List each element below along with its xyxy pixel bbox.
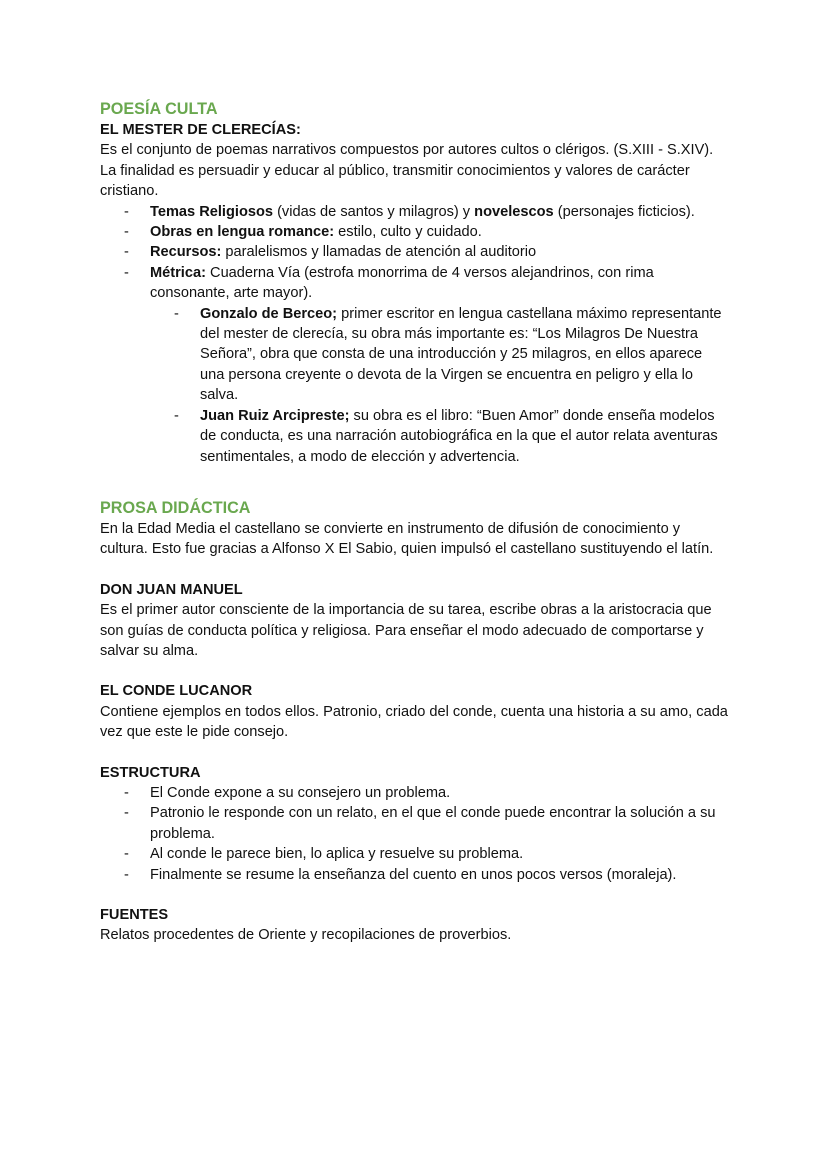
term-juan-ruiz: Juan Ruiz Arcipreste; <box>200 407 350 424</box>
list-estructura <box>100 783 730 885</box>
paragraph-mester-intro: Es el conjunto de poemas narrativos compuestos por autores cultos o clérigos. (S.XIII - S.XIV). La finalidad es persuadir y educar al público, transmitir conocimientos y valores de carácter cristiano. <box>100 142 714 200</box>
paragraph-fuentes: Relatos procedentes de Oriente y recopilaciones de proverbios. <box>100 927 512 944</box>
list-item-metrica <box>150 263 730 467</box>
list-item-recursos <box>150 242 730 262</box>
section-title-prosa-didactica: PROSA DIDÁCTICA <box>100 498 251 517</box>
subtitle-fuentes: FUENTES <box>100 907 169 923</box>
list-item: - Patronio le responde con un relato, en el que el conde puede encontrar la solución a su problema. <box>150 803 730 844</box>
paragraph-conde-lucanor: Contiene ejemplos en todos ellos. Patronio, criado del conde, cuenta una historia a su amo, cada vez que este le pide consejo. <box>100 703 728 741</box>
text-berceo: primer escritor en lengua castellana máximo representante del mester de clerecía, su obra más importante es: “Los Milagros De Nuestra Señora”, obra que consta de una introducción y 25 milagros, en ellos aparece una persona creyente o devota de la Virgen se encuentra en peligro y ella lo salva. <box>200 305 722 404</box>
list-item: - Finalmente se resume la enseñanza del cuento en unos pocos versos (moraleja). <box>150 865 730 885</box>
text-temas-2: (personajes ficticios). <box>553 203 695 220</box>
text-metrica: Cuaderna Vía (estrofa monorrima de 4 versos alejandrinos, con rima consonante, arte mayor). <box>150 264 654 302</box>
list-authors <box>150 304 730 467</box>
spacer <box>100 467 730 497</box>
list-item: - El Conde expone a su consejero un problema. <box>150 783 730 803</box>
spacer <box>100 560 730 580</box>
term-metrica: Métrica: <box>150 264 206 281</box>
spacer <box>100 661 730 681</box>
term-novelescos: novelescos <box>474 203 554 220</box>
section-title-poesia-culta: POESÍA CULTA <box>100 100 218 118</box>
term-recursos: Recursos: <box>150 244 222 261</box>
list-item-temas <box>150 202 730 222</box>
subtitle-don-juan-manuel: DON JUAN MANUEL <box>100 581 243 598</box>
paragraph-don-juan-manuel: Es el primer autor consciente de la importancia de su tarea, escribe obras a la aristocracia que son guías de conducta política y religiosa. Para enseñar el modo adecuado de comportarse y salvar su alma. <box>100 602 712 659</box>
subtitle-conde-lucanor: EL CONDE LUCANOR <box>100 683 253 700</box>
text-recursos: paralelismos y llamadas de atención al auditorio <box>221 244 537 261</box>
list-mester-features <box>100 202 730 467</box>
term-berceo: Gonzalo de Berceo; <box>200 305 338 322</box>
text-obras: estilo, culto y cuidado. <box>334 224 482 241</box>
term-temas-religiosos: Temas Religiosos <box>150 203 274 220</box>
list-item-juan-ruiz <box>200 406 730 467</box>
document-page <box>100 98 730 946</box>
spacer <box>100 743 730 763</box>
list-item-berceo <box>200 304 730 406</box>
subtitle-mester-clerecia: EL MESTER DE CLERECÍAS: <box>100 122 301 138</box>
text-temas-1: (vidas de santos y milagros) y <box>273 203 475 220</box>
spacer <box>100 885 730 905</box>
text-juan-ruiz: su obra es el libro: “Buen Amor” donde enseña modelos de conducta, es una narración autobiográfica en la que el autor relata aventuras sentimentales, a modo de elección y advertencia. <box>200 407 718 465</box>
term-obras: Obras en lengua romance: <box>150 224 335 241</box>
list-item-obras <box>150 222 730 242</box>
list-item: - Al conde le parece bien, lo aplica y resuelve su problema. <box>150 844 730 864</box>
subtitle-estructura: ESTRUCTURA <box>100 764 201 781</box>
paragraph-prosa-intro: En la Edad Media el castellano se convierte en instrumento de difusión de conocimiento y cultura. Esto fue gracias a Alfonso X El Sabio, quien impulsó el castellano sustituyendo el latín. <box>100 520 714 558</box>
